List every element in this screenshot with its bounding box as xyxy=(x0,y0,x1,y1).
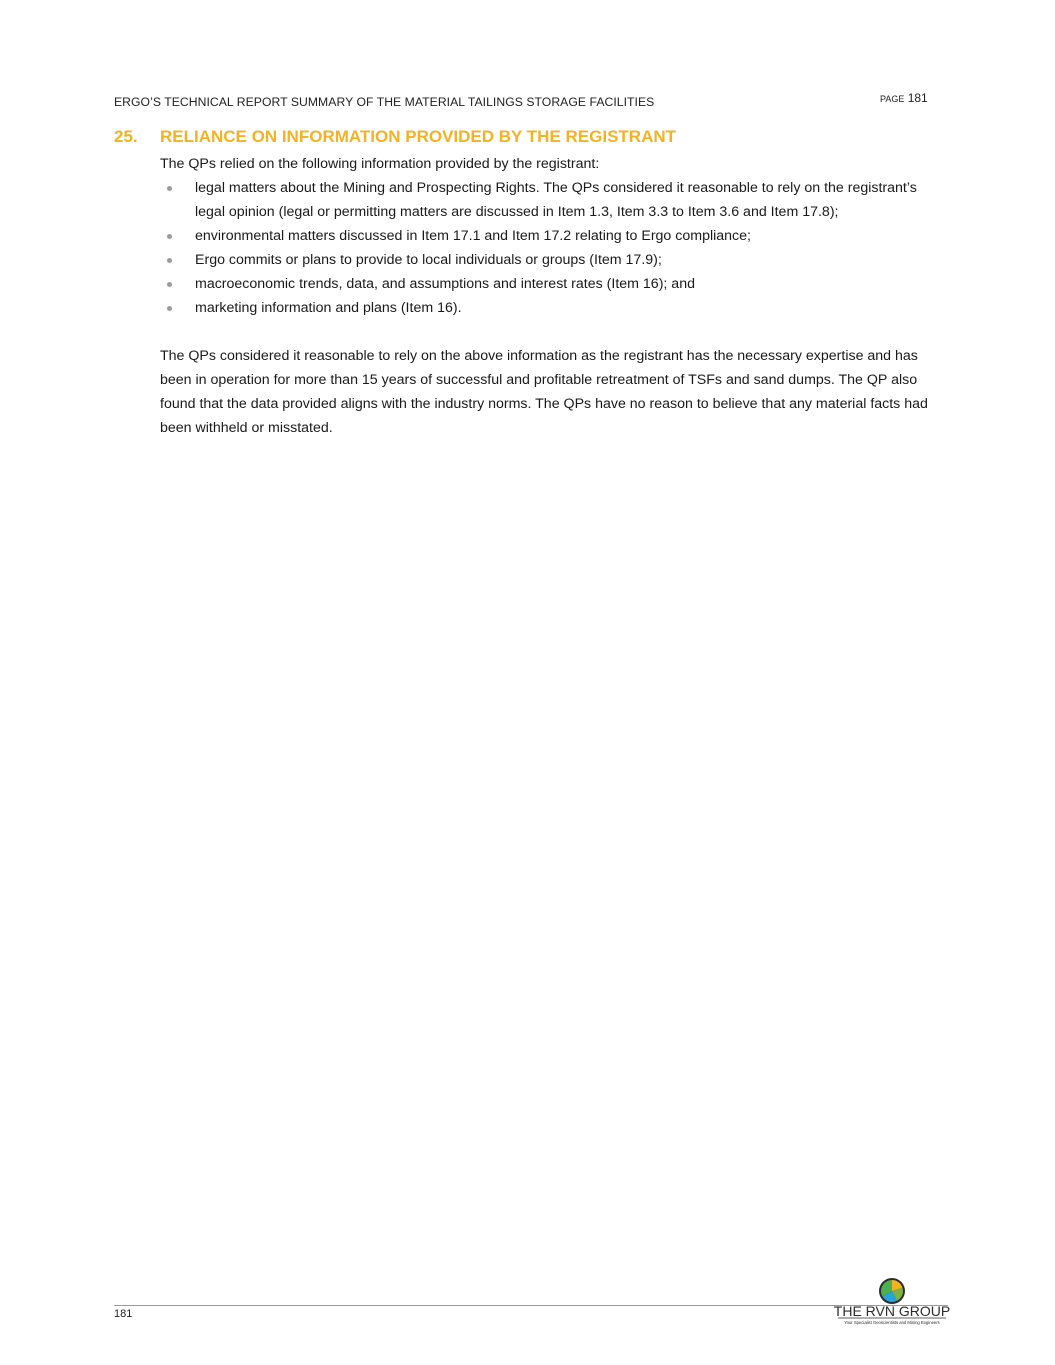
bullet-icon xyxy=(167,282,172,287)
bullet-icon xyxy=(167,258,172,263)
list-item-text: macroeconomic trends, data, and assumptions and interest rates (Item 16); and xyxy=(195,276,695,292)
page-prefix: PAGE xyxy=(880,94,905,104)
logo-pie-icon xyxy=(879,1278,905,1304)
bullet-icon xyxy=(167,306,172,311)
logo-name: THE RVN GROUP xyxy=(833,1303,951,1319)
list-item xyxy=(160,176,950,224)
list-item-text: environmental matters discussed in Item 17.1 and Item 17.2 relating to Ergo compliance; xyxy=(195,228,751,244)
bullet-icon xyxy=(167,234,172,239)
section-heading xyxy=(114,127,676,147)
bullet-list xyxy=(160,176,950,320)
list-item xyxy=(160,272,950,296)
rvn-group-logo xyxy=(832,1276,952,1328)
list-item xyxy=(160,296,950,320)
bullet-icon xyxy=(167,186,172,191)
list-item-text: Ergo commits or plans to provide to local individuals or groups (Item 17.9); xyxy=(195,252,662,268)
list-item xyxy=(160,224,950,248)
footer-page-number: 181 xyxy=(114,1308,133,1320)
footer-divider xyxy=(114,1305,948,1306)
header-page-number xyxy=(880,91,928,105)
logo-tagline: Your Specialist Geoscientists and Mining Engineers xyxy=(844,1320,940,1325)
body-paragraph: The QPs considered it reasonable to rely on the above information as the registrant has the necessary expertise and has been in operation for more than 15 years of successful and profitable retreatment of TSFs and sand dumps. The QP also found that the data provided aligns with the industry norms. The QPs have no reason to believe that any material facts had been withheld or misstated. xyxy=(160,348,928,436)
section-body xyxy=(160,152,950,440)
report-header-title: ERGO’S TECHNICAL REPORT SUMMARY OF THE MATERIAL TAILINGS STORAGE FACILITIES xyxy=(114,95,655,109)
page-number: 181 xyxy=(907,91,928,105)
section-title: RELIANCE ON INFORMATION PROVIDED BY THE REGISTRANT xyxy=(160,127,677,146)
list-item xyxy=(160,248,950,272)
list-item-text: marketing information and plans (Item 16). xyxy=(195,300,462,316)
list-item-text: legal matters about the Mining and Prospecting Rights. The QPs considered it reasonable to rely on the registrant’s legal opinion (legal or permitting matters are discussed in Item 1.3, Item 3.3 to Item 3.6 and Item 17.8); xyxy=(195,180,917,220)
section-number: 25. xyxy=(114,127,138,146)
intro-paragraph: The QPs relied on the following information provided by the registrant: xyxy=(160,156,600,172)
